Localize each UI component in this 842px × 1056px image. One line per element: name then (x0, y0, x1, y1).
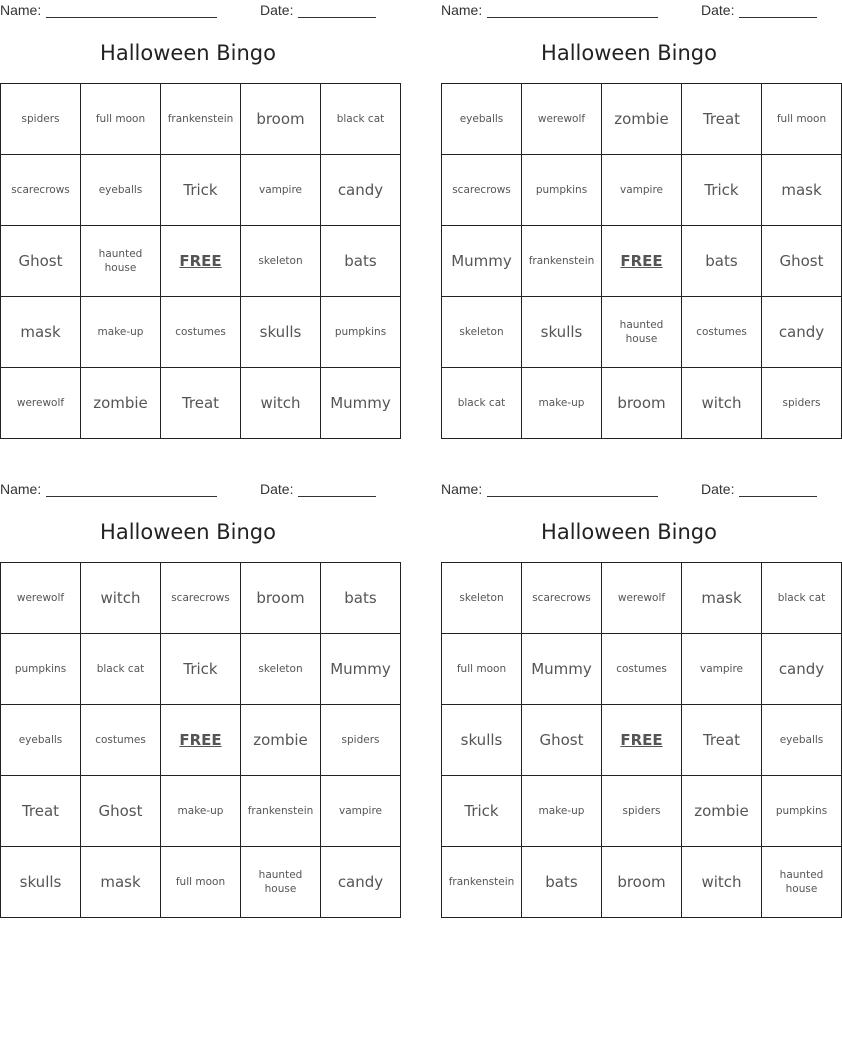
bingo-cell: bats (321, 226, 401, 297)
bingo-cell: witch (81, 563, 161, 634)
bingo-cell: Ghost (762, 226, 842, 297)
bingo-cell: candy (762, 634, 842, 705)
bingo-cell: full moon (442, 634, 522, 705)
date-blank-line (298, 17, 376, 18)
bingo-cell: haunted house (81, 226, 161, 297)
bingo-cell: zombie (81, 368, 161, 439)
free-space-cell: FREE (161, 705, 241, 776)
date-blank-line (739, 496, 817, 497)
bingo-cell: zombie (241, 705, 321, 776)
bingo-row (442, 226, 842, 297)
bingo-cell: skeleton (442, 297, 522, 368)
bingo-cell: haunted house (602, 297, 682, 368)
bingo-cell: bats (321, 563, 401, 634)
bingo-cell: skeleton (241, 226, 321, 297)
bingo-grid (0, 83, 401, 439)
card-title: Halloween Bingo (541, 520, 717, 544)
bingo-cell: Mummy (321, 634, 401, 705)
bingo-row (1, 705, 401, 776)
bingo-row (442, 847, 842, 918)
bingo-cell: spiders (762, 368, 842, 439)
bingo-row (442, 634, 842, 705)
name-blank-line (487, 496, 658, 497)
bingo-cell: Trick (682, 155, 762, 226)
bingo-cell: full moon (762, 84, 842, 155)
free-space-cell: FREE (602, 705, 682, 776)
bingo-grid (0, 562, 401, 918)
bingo-card-1 (0, 0, 391, 434)
bingo-row (442, 776, 842, 847)
bingo-cell: mask (762, 155, 842, 226)
bingo-cell: werewolf (602, 563, 682, 634)
bingo-cell: make-up (522, 776, 602, 847)
bingo-row (1, 634, 401, 705)
bingo-cell: witch (682, 368, 762, 439)
card-title: Halloween Bingo (100, 41, 276, 65)
bingo-cell: Mummy (442, 226, 522, 297)
bingo-row (1, 776, 401, 847)
bingo-cell: broom (602, 847, 682, 918)
bingo-cell: Mummy (321, 368, 401, 439)
bingo-cell: scarecrows (522, 563, 602, 634)
bingo-cell: frankenstein (522, 226, 602, 297)
bingo-cell: candy (321, 155, 401, 226)
bingo-card-4 (441, 479, 828, 913)
bingo-cell: make-up (81, 297, 161, 368)
bingo-cell: costumes (602, 634, 682, 705)
bingo-cell: candy (762, 297, 842, 368)
bingo-row (1, 368, 401, 439)
bingo-cell: frankenstein (241, 776, 321, 847)
bingo-cell: Trick (161, 634, 241, 705)
card-title: Halloween Bingo (100, 520, 276, 544)
bingo-cell: eyeballs (442, 84, 522, 155)
date-label: Date: (260, 481, 294, 497)
bingo-cell: vampire (321, 776, 401, 847)
bingo-row (1, 847, 401, 918)
bingo-cell: vampire (241, 155, 321, 226)
bingo-row (442, 84, 842, 155)
bingo-row (442, 155, 842, 226)
bingo-row (1, 297, 401, 368)
bingo-cell: pumpkins (321, 297, 401, 368)
free-space-cell: FREE (602, 226, 682, 297)
bingo-cell: werewolf (1, 368, 81, 439)
bingo-cell: black cat (81, 634, 161, 705)
free-space-cell: FREE (161, 226, 241, 297)
bingo-cell: bats (682, 226, 762, 297)
bingo-cell: pumpkins (1, 634, 81, 705)
name-date-row (0, 481, 376, 499)
name-date-row (0, 2, 376, 20)
bingo-cell: vampire (602, 155, 682, 226)
bingo-cell: eyeballs (1, 705, 81, 776)
bingo-cell: eyeballs (762, 705, 842, 776)
bingo-cell: haunted house (241, 847, 321, 918)
name-blank-line (46, 17, 217, 18)
bingo-cell: costumes (161, 297, 241, 368)
bingo-cell: Ghost (1, 226, 81, 297)
bingo-cell: zombie (682, 776, 762, 847)
bingo-cell: pumpkins (762, 776, 842, 847)
bingo-cell: Treat (682, 84, 762, 155)
bingo-cell: mask (1, 297, 81, 368)
date-label: Date: (260, 2, 294, 18)
name-label: Name: (0, 481, 42, 497)
bingo-row (442, 297, 842, 368)
bingo-cell: witch (682, 847, 762, 918)
date-label: Date: (701, 2, 735, 18)
bingo-cell: black cat (762, 563, 842, 634)
bingo-row (1, 84, 401, 155)
bingo-cell: witch (241, 368, 321, 439)
bingo-cell: Trick (442, 776, 522, 847)
bingo-cell: werewolf (1, 563, 81, 634)
bingo-grid (441, 562, 842, 918)
bingo-cell: haunted house (762, 847, 842, 918)
bingo-cell: skulls (241, 297, 321, 368)
bingo-cell: skulls (1, 847, 81, 918)
bingo-cell: skulls (522, 297, 602, 368)
bingo-cell: scarecrows (1, 155, 81, 226)
bingo-cell: frankenstein (161, 84, 241, 155)
bingo-cell: pumpkins (522, 155, 602, 226)
bingo-card-2 (441, 0, 827, 434)
bingo-cell: spiders (321, 705, 401, 776)
bingo-row (1, 155, 401, 226)
name-label: Name: (441, 2, 483, 18)
bingo-cell: bats (522, 847, 602, 918)
bingo-cell: spiders (1, 84, 81, 155)
bingo-row (442, 368, 842, 439)
bingo-cell: eyeballs (81, 155, 161, 226)
bingo-cell: broom (602, 368, 682, 439)
date-blank-line (298, 496, 376, 497)
bingo-cell: costumes (682, 297, 762, 368)
bingo-cell: costumes (81, 705, 161, 776)
bingo-cell: Mummy (522, 634, 602, 705)
bingo-row (442, 563, 842, 634)
bingo-cell: skeleton (442, 563, 522, 634)
date-blank-line (739, 17, 817, 18)
bingo-card-3 (0, 479, 391, 913)
bingo-cell: spiders (602, 776, 682, 847)
bingo-cell: skulls (442, 705, 522, 776)
date-label: Date: (701, 481, 735, 497)
name-label: Name: (441, 481, 483, 497)
name-date-row (441, 481, 817, 499)
bingo-grid (441, 83, 842, 439)
bingo-cell: Ghost (81, 776, 161, 847)
bingo-cell: mask (81, 847, 161, 918)
bingo-cell: skeleton (241, 634, 321, 705)
bingo-cell: make-up (522, 368, 602, 439)
bingo-cell: Ghost (522, 705, 602, 776)
bingo-cell: scarecrows (442, 155, 522, 226)
bingo-cell: make-up (161, 776, 241, 847)
bingo-cell: black cat (442, 368, 522, 439)
bingo-cell: frankenstein (442, 847, 522, 918)
bingo-cell: full moon (81, 84, 161, 155)
bingo-cell: Treat (1, 776, 81, 847)
bingo-cell: scarecrows (161, 563, 241, 634)
bingo-cell: Treat (161, 368, 241, 439)
bingo-cell: broom (241, 84, 321, 155)
bingo-row (442, 705, 842, 776)
bingo-cell: Treat (682, 705, 762, 776)
bingo-cell: broom (241, 563, 321, 634)
name-blank-line (487, 17, 658, 18)
bingo-row (1, 226, 401, 297)
bingo-cell: black cat (321, 84, 401, 155)
card-title: Halloween Bingo (541, 41, 717, 65)
bingo-cell: vampire (682, 634, 762, 705)
bingo-cell: zombie (602, 84, 682, 155)
bingo-cell: candy (321, 847, 401, 918)
bingo-row (1, 563, 401, 634)
bingo-cell: mask (682, 563, 762, 634)
bingo-cell: werewolf (522, 84, 602, 155)
name-date-row (441, 2, 817, 20)
name-label: Name: (0, 2, 42, 18)
name-blank-line (46, 496, 217, 497)
bingo-cell: full moon (161, 847, 241, 918)
bingo-cell: Trick (161, 155, 241, 226)
